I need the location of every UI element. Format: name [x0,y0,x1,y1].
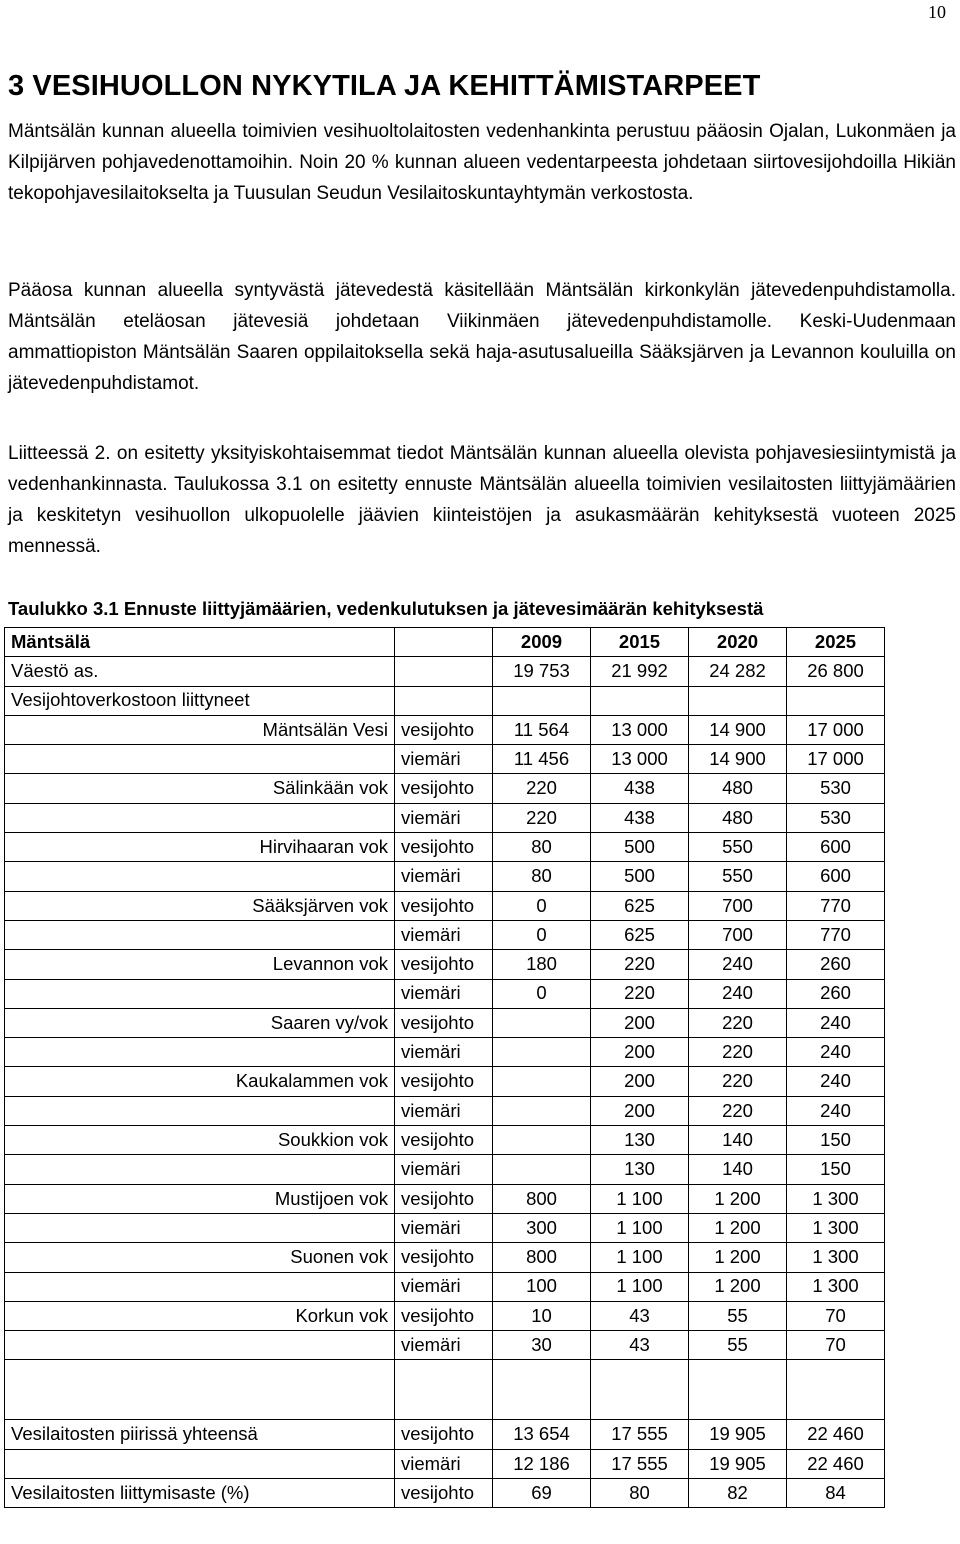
utility-water-row [5,715,885,744]
table-cell: 220 [689,1008,787,1037]
table-cell: 14 900 [689,715,787,744]
section-label: Vesijohtoverkostoon liittyneet [5,686,395,715]
type-label: vesijohto [395,1184,493,1213]
table-cell: 17 555 [591,1420,689,1449]
forecast-table [4,627,885,1508]
utility-sewer-row [5,1155,885,1184]
type-label: viemäri [395,1038,493,1067]
table-cell [493,1126,591,1155]
table-cell: 300 [493,1213,591,1242]
type-label: vesijohto [395,1067,493,1096]
table-cell [5,745,395,774]
table-cell [689,686,787,715]
table-cell: 240 [787,1096,885,1125]
table-cell: 19 905 [689,1420,787,1449]
table-cell [493,1067,591,1096]
total-sewer-row [5,1449,885,1478]
table-cell: 770 [787,920,885,949]
utility-sewer-row [5,1272,885,1301]
table-cell [787,1360,885,1420]
table-cell [591,686,689,715]
table-cell: 17 555 [591,1449,689,1478]
table-cell: 200 [591,1038,689,1067]
table-cell: 240 [787,1008,885,1037]
table-cell: 200 [591,1008,689,1037]
table-cell [5,1331,395,1360]
table-cell: 22 460 [787,1449,885,1478]
paragraph-wastewater: Pääosa kunnan alueella syntyvästä jätevedestä käsitellään Mäntsälän kirkonkylän jätevedenpuhdistamolla. Mäntsälän eteläosan jätevesiä johdetaan Viikinmäen jätevedenpuhdistamolle. Keski-Uudenmaan ammattiopiston Mäntsälän Saaren oppilaitoksella sekä haja-asutusalueilla Sääksjärven ja Levannon kouluilla on jätevedenpuhdistamot. [8,280,956,394]
utility-water-row [5,1008,885,1037]
table-cell: 200 [591,1067,689,1096]
table-cell: 1 100 [591,1243,689,1272]
table-cell: 700 [689,891,787,920]
table-cell: 770 [787,891,885,920]
type-label: viemäri [395,745,493,774]
utility-name: Mäntsälän Vesi [5,715,395,744]
table-cell [5,1360,395,1420]
section-heading: 3 VESIHUOLLON NYKYTILA JA KEHITTÄMISTARPEET [8,70,761,102]
table-cell [493,1038,591,1067]
table-cell [5,979,395,1008]
header-year: 2009 [493,628,591,657]
utility-sewer-row [5,803,885,832]
table-cell: 140 [689,1155,787,1184]
type-label: viemäri [395,803,493,832]
table-cell [5,1155,395,1184]
table-cell [493,1360,591,1420]
type-label: vesijohto [395,1243,493,1272]
table-cell: 150 [787,1155,885,1184]
table-cell: 13 654 [493,1420,591,1449]
table-cell: 220 [591,950,689,979]
utility-name: Soukkion vok [5,1126,395,1155]
table-cell [5,1213,395,1242]
header-municipality: Mäntsälä [5,628,395,657]
table-cell: 0 [493,891,591,920]
table-cell [395,1360,493,1420]
table-cell: 30 [493,1331,591,1360]
table-cell: 22 460 [787,1420,885,1449]
utility-name: Saaren vy/vok [5,1008,395,1037]
table-cell: 140 [689,1126,787,1155]
utility-water-row [5,1126,885,1155]
table-cell: 500 [591,862,689,891]
spacer-row [5,1360,885,1420]
utility-water-row [5,833,885,862]
type-label: viemäri [395,1272,493,1301]
type-label: viemäri [395,862,493,891]
type-label: viemäri [395,1449,493,1478]
table-cell [5,1272,395,1301]
type-label: vesijohto [395,1479,493,1508]
table-cell: 625 [591,891,689,920]
utility-name: Mustijoen vok [5,1184,395,1213]
table-cell: 13 000 [591,715,689,744]
table-cell: 480 [689,774,787,803]
table-cell: 200 [591,1096,689,1125]
population-row [5,657,885,686]
utility-water-row [5,1067,885,1096]
page-number: 10 [928,2,946,22]
header-blank [395,628,493,657]
table-cell: 1 300 [787,1184,885,1213]
table-cell: 1 300 [787,1243,885,1272]
table-cell: 1 100 [591,1213,689,1242]
table-cell: 1 300 [787,1213,885,1242]
table-cell: 0 [493,920,591,949]
utility-sewer-row [5,979,885,1008]
table-cell [395,657,493,686]
table-cell: 82 [689,1479,787,1508]
table-cell: 17 000 [787,715,885,744]
utility-name: Kaukalammen vok [5,1067,395,1096]
table-cell: 80 [591,1479,689,1508]
table-cell: 70 [787,1331,885,1360]
header-year: 2020 [689,628,787,657]
section-label-row [5,686,885,715]
utility-water-row [5,774,885,803]
type-label: viemäri [395,979,493,1008]
table-cell: 130 [591,1126,689,1155]
table-cell: 43 [591,1331,689,1360]
utility-name: Korkun vok [5,1301,395,1330]
table-cell [5,920,395,949]
table-cell: 550 [689,862,787,891]
type-label: vesijohto [395,950,493,979]
table-cell: 220 [689,1038,787,1067]
type-label: vesijohto [395,715,493,744]
utility-sewer-row [5,1213,885,1242]
table-cell: 220 [591,979,689,1008]
table-cell: 21 992 [591,657,689,686]
type-label: viemäri [395,1213,493,1242]
utility-water-row [5,1301,885,1330]
table-cell: 1 200 [689,1184,787,1213]
table-cell [5,1038,395,1067]
utility-sewer-row [5,1331,885,1360]
connection-rate-row [5,1479,885,1508]
table-cell: 24 282 [689,657,787,686]
table-cell: 220 [689,1067,787,1096]
table-cell: 150 [787,1126,885,1155]
table-cell [591,1360,689,1420]
table-cell: 80 [493,833,591,862]
utility-name: Sääksjärven vok [5,891,395,920]
table-caption: Taulukko 3.1 Ennuste liittyjämäärien, vedenkulutuksen ja jätevesimäärän kehityksestä [8,598,764,619]
utility-sewer-row [5,745,885,774]
table-cell: 13 000 [591,745,689,774]
utility-water-row [5,950,885,979]
table-cell: 130 [591,1155,689,1184]
utility-name: Hirvihaaran vok [5,833,395,862]
table-cell: 1 100 [591,1184,689,1213]
table-cell: 69 [493,1479,591,1508]
table-cell: 625 [591,920,689,949]
table-cell [493,1008,591,1037]
table-header-row [5,628,885,657]
table-cell: 480 [689,803,787,832]
table-cell [493,686,591,715]
table-cell [493,1155,591,1184]
table-cell: 14 900 [689,745,787,774]
utility-name: Sälinkään vok [5,774,395,803]
table-cell: 240 [787,1038,885,1067]
table-cell: 240 [787,1067,885,1096]
table-cell: 700 [689,920,787,949]
type-label: vesijohto [395,774,493,803]
table-cell: 240 [689,979,787,1008]
table-cell: 240 [689,950,787,979]
table-cell: 1 200 [689,1272,787,1301]
utility-water-row [5,1184,885,1213]
table-cell [787,686,885,715]
table-cell: 600 [787,833,885,862]
table-cell: 26 800 [787,657,885,686]
table-cell: 180 [493,950,591,979]
type-label: vesijohto [395,1008,493,1037]
table-cell: 260 [787,950,885,979]
table-cell: 530 [787,774,885,803]
table-cell: 1 100 [591,1272,689,1301]
table-cell: 220 [493,803,591,832]
utility-sewer-row [5,1096,885,1125]
rate-label: Vesilaitosten liittymisaste (%) [5,1479,395,1508]
table-cell: 10 [493,1301,591,1330]
utility-name: Suonen vok [5,1243,395,1272]
total-label: Vesilaitosten piirissä yhteensä [5,1420,395,1449]
table-cell: 600 [787,862,885,891]
table-cell [5,862,395,891]
table-cell: 17 000 [787,745,885,774]
total-water-row [5,1420,885,1449]
header-year: 2015 [591,628,689,657]
table-cell: 530 [787,803,885,832]
table-cell: 438 [591,774,689,803]
type-label: viemäri [395,1331,493,1360]
type-label: viemäri [395,1155,493,1184]
type-label: viemäri [395,920,493,949]
table-cell: 1 200 [689,1243,787,1272]
table-cell [5,803,395,832]
table-cell: 70 [787,1301,885,1330]
table-cell: 55 [689,1331,787,1360]
table-cell: 550 [689,833,787,862]
table-cell: 1 200 [689,1213,787,1242]
utility-water-row [5,1243,885,1272]
table-cell: 19 905 [689,1449,787,1478]
table-cell: 80 [493,862,591,891]
table-cell: 800 [493,1243,591,1272]
table-cell: 11 564 [493,715,591,744]
table-cell: 800 [493,1184,591,1213]
utility-sewer-row [5,1038,885,1067]
table-cell: 19 753 [493,657,591,686]
table-cell: 220 [689,1096,787,1125]
table-cell: 100 [493,1272,591,1301]
header-year: 2025 [787,628,885,657]
utility-name: Levannon vok [5,950,395,979]
paragraph-appendix-reference: Liitteessä 2. on esitetty yksityiskohtaisemmat tiedot Mäntsälän kunnan alueella olevista pohjavesiesiintymistä ja vedenhankinnasta. Taulukossa 3.1 on esitetty ennuste Mäntsälän alueella toimivien vesilaitosten liittyjämäärien ja keskitetyn vesihuollon ulkopuolelle jäävien kiinteistöjen ja asukasmäärän kehityksestä vuoteen 2025 mennessä. [8,443,956,557]
table-cell: 0 [493,979,591,1008]
table-cell [493,1096,591,1125]
type-label: vesijohto [395,1301,493,1330]
table-cell [5,1449,395,1478]
table-cell: 43 [591,1301,689,1330]
population-label: Väestö as. [5,657,395,686]
utility-sewer-row [5,862,885,891]
table-cell [395,686,493,715]
type-label: vesijohto [395,833,493,862]
table-cell: 12 186 [493,1449,591,1478]
utility-sewer-row [5,920,885,949]
paragraph-water-supply: Mäntsälän kunnan alueella toimivien vesihuoltolaitosten vedenhankinta perustuu pääosin Ojalan, Lukonmäen ja Kilpijärven pohjavedenottamoihin. Noin 20 % kunnan alueen vedentarpeesta johdetaan siirtovesijohdoilla Hikiän tekopohjavesilaitokselta ja Tuusulan Seudun Vesilaitoskuntayhtymän verkostosta. [8,121,956,204]
table-cell: 500 [591,833,689,862]
utility-water-row [5,891,885,920]
type-label: vesijohto [395,891,493,920]
type-label: vesijohto [395,1126,493,1155]
table-cell [689,1360,787,1420]
table-cell: 1 300 [787,1272,885,1301]
table-cell: 55 [689,1301,787,1330]
table-cell: 438 [591,803,689,832]
table-cell [5,1096,395,1125]
type-label: vesijohto [395,1420,493,1449]
table-cell: 84 [787,1479,885,1508]
table-cell: 220 [493,774,591,803]
table-cell: 11 456 [493,745,591,774]
type-label: viemäri [395,1096,493,1125]
table-cell: 260 [787,979,885,1008]
